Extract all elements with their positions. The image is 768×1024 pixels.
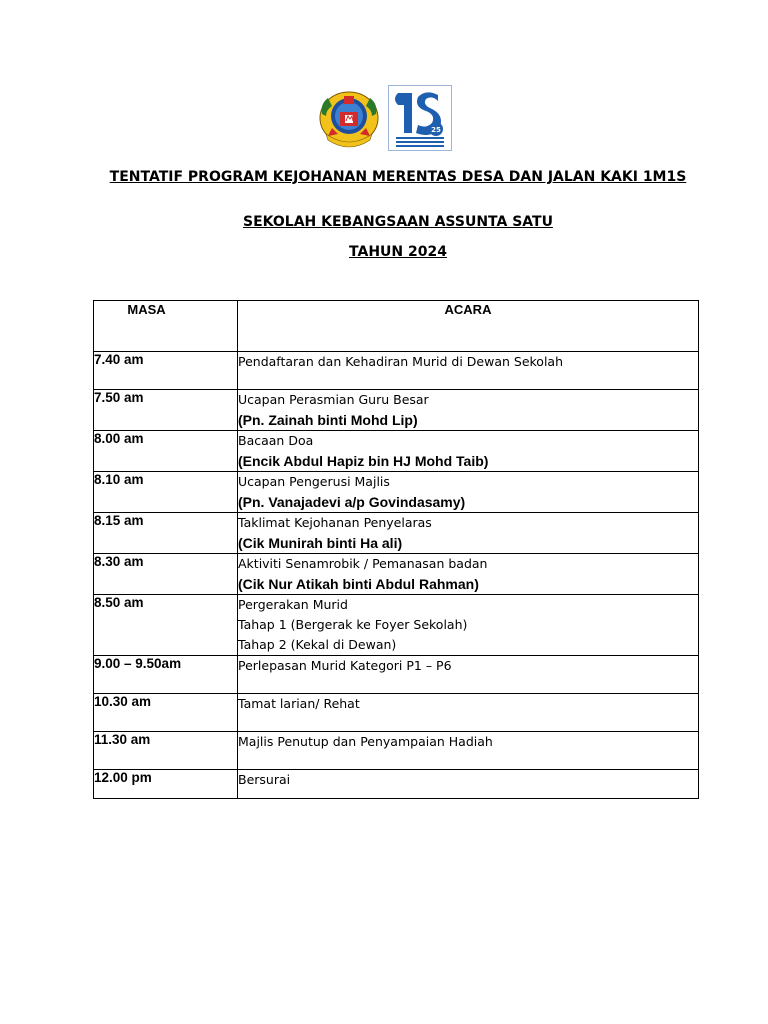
year-heading: TAHUN 2024: [349, 244, 447, 260]
person-name: (Pn. Vanajadevi a/p Govindasamy): [238, 494, 466, 510]
activity-text: Pergerakan Murid: [238, 597, 348, 612]
time-cell: 7.50 am: [94, 390, 238, 431]
table-header-row: [94, 301, 699, 352]
activity-cell: [238, 352, 699, 390]
activity-text: Taklimat Kejohanan Penyelaras: [238, 515, 432, 530]
activity-text: Bacaan Doa: [238, 433, 314, 448]
activity-cell: [238, 554, 699, 595]
activity-cell: [238, 513, 699, 554]
activity-text: Aktiviti Senamrobik / Pemanasan badan: [238, 556, 488, 571]
table-row: [94, 732, 699, 770]
time-cell: 11.30 am: [94, 732, 238, 770]
time-cell: 9.00 – 9.50am: [94, 656, 238, 694]
activity-cell: [238, 390, 699, 431]
activity-cell: [238, 595, 699, 656]
activity-text: Ucapan Perasmian Guru Besar: [238, 392, 429, 407]
table-row: [94, 513, 699, 554]
schedule-table: [93, 300, 699, 799]
school-crest-logo: [318, 84, 380, 152]
column-header-acara: ACARA: [238, 301, 699, 352]
time-cell: 8.50 am: [94, 595, 238, 656]
emblem-number: 25: [431, 126, 441, 134]
table-row: [94, 595, 699, 656]
activity-text: Ucapan Pengerusi Majlis: [238, 474, 390, 489]
1m1s-emblem-logo: [388, 85, 452, 151]
time-cell: 8.15 am: [94, 513, 238, 554]
activity-cell: [238, 732, 699, 770]
table-row: [94, 390, 699, 431]
activity-text: Perlepasan Murid Kategori P1 – P6: [238, 658, 452, 673]
person-name: (Cik Nur Atikah binti Abdul Rahman): [238, 576, 479, 592]
activity-text: Majlis Penutup dan Penyampaian Hadiah: [238, 734, 493, 749]
person-name: (Pn. Zainah binti Mohd Lip): [238, 412, 418, 428]
activity-cell: [238, 694, 699, 732]
activity-cell: [238, 431, 699, 472]
table-row: [94, 770, 699, 799]
person-name: (Encik Abdul Hapiz bin HJ Mohd Taib): [238, 453, 489, 469]
person-name: (Cik Munirah binti Ha ali): [238, 535, 403, 551]
activity-text: Tamat larian/ Rehat: [238, 696, 360, 711]
column-header-masa: MASA: [94, 301, 238, 352]
time-cell: 8.30 am: [94, 554, 238, 595]
table-row: [94, 431, 699, 472]
activity-text: Pendaftaran dan Kehadiran Murid di Dewan Sekolah: [238, 354, 563, 369]
time-cell: 8.00 am: [94, 431, 238, 472]
activity-cell: [238, 656, 699, 694]
table-row: [94, 656, 699, 694]
table-row: [94, 352, 699, 390]
table-row: [94, 554, 699, 595]
activity-text: Bersurai: [238, 772, 291, 787]
time-cell: 10.30 am: [94, 694, 238, 732]
page-title: TENTATIF PROGRAM KEJOHANAN MERENTAS DESA DAN JALAN KAKI 1M1S: [109, 169, 687, 185]
activity-cell: [238, 770, 699, 799]
time-cell: 7.40 am: [94, 352, 238, 390]
logo-group: [318, 84, 458, 154]
table-row: [94, 472, 699, 513]
activity-text: Tahap 2 (Kekal di Dewan): [238, 637, 397, 652]
activity-cell: [238, 472, 699, 513]
school-name: SEKOLAH KEBANGSAAN ASSUNTA SATU: [243, 214, 553, 230]
time-cell: 8.10 am: [94, 472, 238, 513]
time-cell: 12.00 pm: [94, 770, 238, 799]
activity-text: Tahap 1 (Bergerak ke Foyer Sekolah): [238, 617, 468, 632]
table-row: [94, 694, 699, 732]
